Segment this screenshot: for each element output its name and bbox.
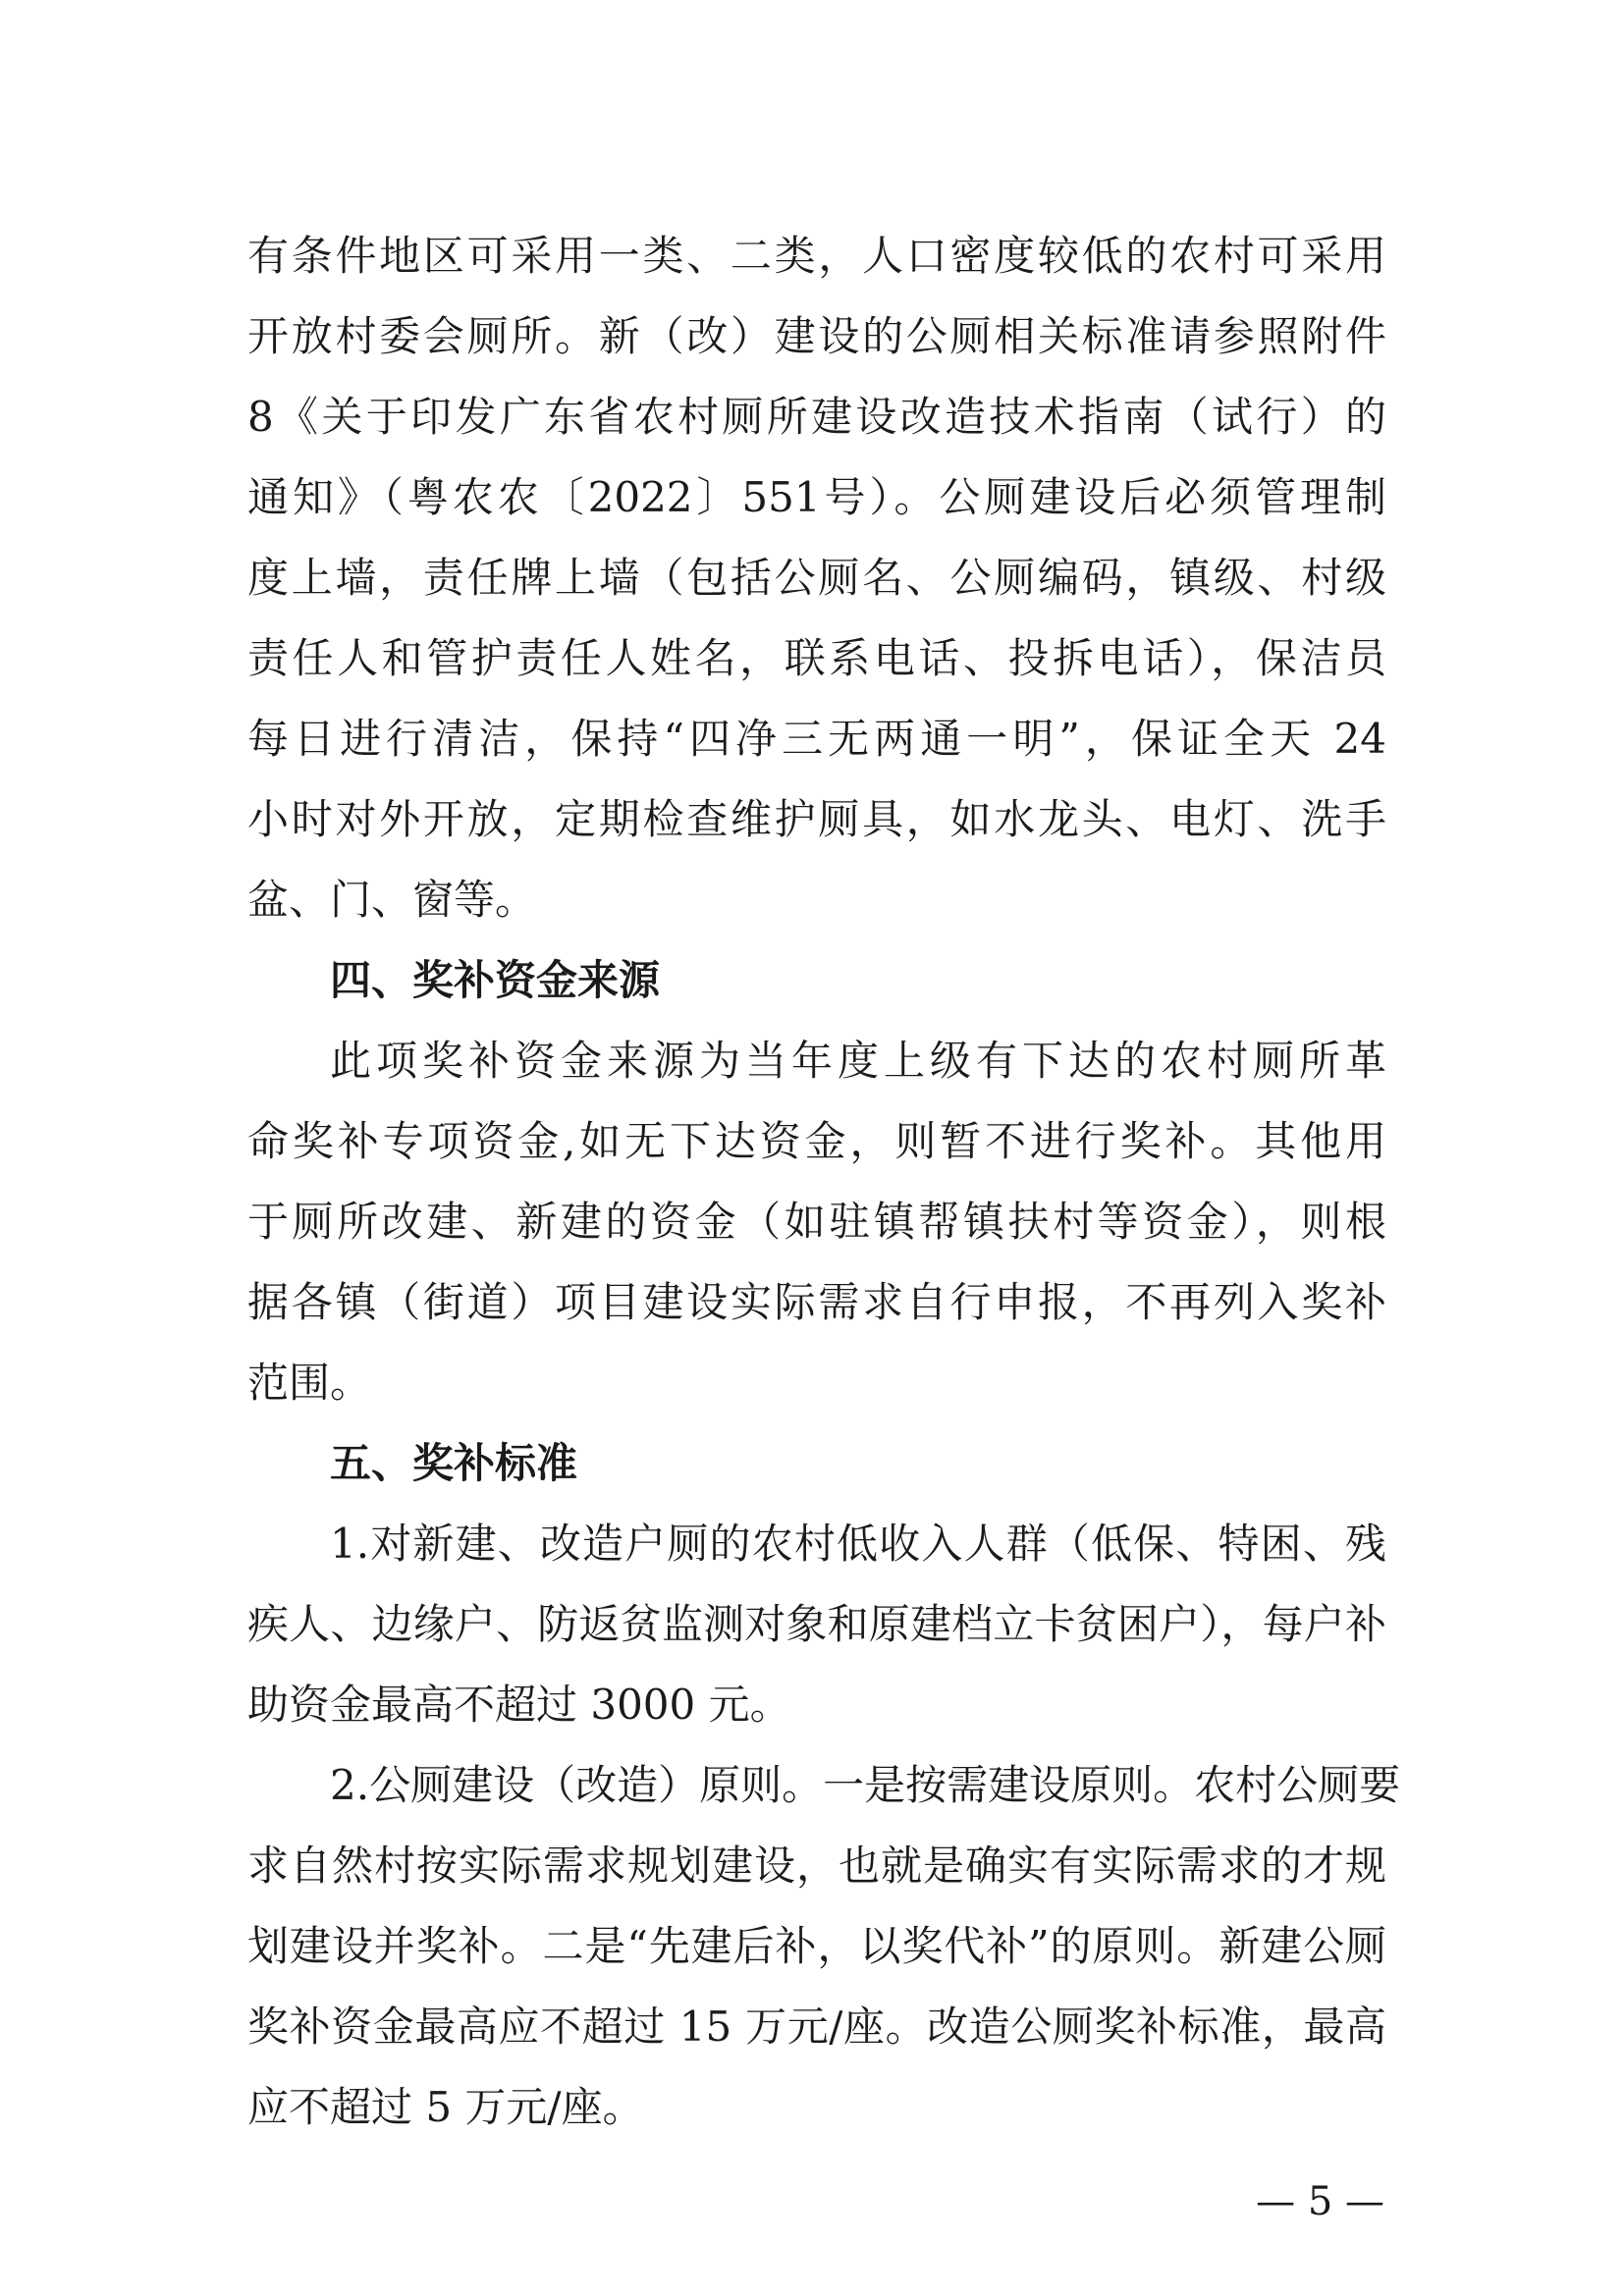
text-line: 责任人和管护责任人姓名，联系电话、投拆电话），保洁员 <box>247 634 1386 682</box>
text-line: 助资金最高不超过 3000 元。 <box>247 1681 791 1729</box>
paragraph-household-subsidy <box>247 1504 1386 1745</box>
text-line: 开放村委会厕所。新（改）建设的公厕相关标准请参照附件 <box>247 312 1386 360</box>
text-line: 于厕所改建、新建的资金（如驻镇帮镇扶村等资金），则根 <box>247 1198 1386 1246</box>
document-body <box>247 216 1401 2148</box>
text-line: 疾人、边缘户、防返贫监测对象和原建档立卡贫困户），每户补 <box>247 1600 1386 1648</box>
text-line: 2.公厕建设（改造）原则。一是按需建设原则。农村公厕要 <box>330 1761 1401 1809</box>
text-line: 命奖补专项资金,如无下达资金，则暂不进行奖补。其他用 <box>247 1117 1386 1165</box>
text-line: 有条件地区可采用一类、二类，人口密度较低的农村可采用 <box>247 232 1386 280</box>
text-line: 范围。 <box>247 1359 372 1407</box>
section-heading-subsidy-standard: 五、奖补标准 <box>330 1439 578 1487</box>
paragraph-public-toilet-subsidy <box>247 1745 1401 2148</box>
text-line: 此项奖补资金来源为当年度上级有下达的农村厕所革 <box>330 1037 1386 1085</box>
text-line: 每日进行清洁，保持“四净三无两通一明”，保证全天 24 <box>247 715 1386 763</box>
section-heading-fund-source: 四、奖补资金来源 <box>330 956 661 1004</box>
text-line: 应不超过 5 万元/座。 <box>247 2083 644 2131</box>
paragraph-fund-source <box>247 1021 1386 1423</box>
text-line: 奖补资金最高应不超过 15 万元/座。改造公厕奖补标准，最高 <box>247 2002 1386 2051</box>
text-line: 小时对外开放，定期检查维护厕具，如水龙头、电灯、洗手 <box>247 795 1386 843</box>
text-line: 8《关于印发广东省农村厕所建设改造技术指南（试行）的 <box>247 393 1386 441</box>
paragraph-public-toilet-standards <box>247 216 1386 940</box>
text-line: 划建设并奖补。二是“先建后补，以奖代补”的原则。新建公厕 <box>247 1922 1386 1970</box>
text-line: 1.对新建、改造户厕的农村低收入人群（低保、特困、残 <box>330 1520 1386 1568</box>
text-line: 盆、门、窗等。 <box>247 876 537 924</box>
text-line: 通知》（粤农农〔2022〕551号）。公厕建设后必须管理制 <box>247 473 1386 521</box>
text-line: 度上墙，责任牌上墙（包括公厕名、公厕编码，镇级、村级 <box>247 554 1386 602</box>
text-line: 求自然村按实际需求规划建设，也就是确实有实际需求的才规 <box>247 1842 1386 1890</box>
page-number: — 5 — <box>1256 2179 1384 2224</box>
text-line: 据各镇（街道）项目建设实际需求自行申报，不再列入奖补 <box>247 1278 1386 1326</box>
